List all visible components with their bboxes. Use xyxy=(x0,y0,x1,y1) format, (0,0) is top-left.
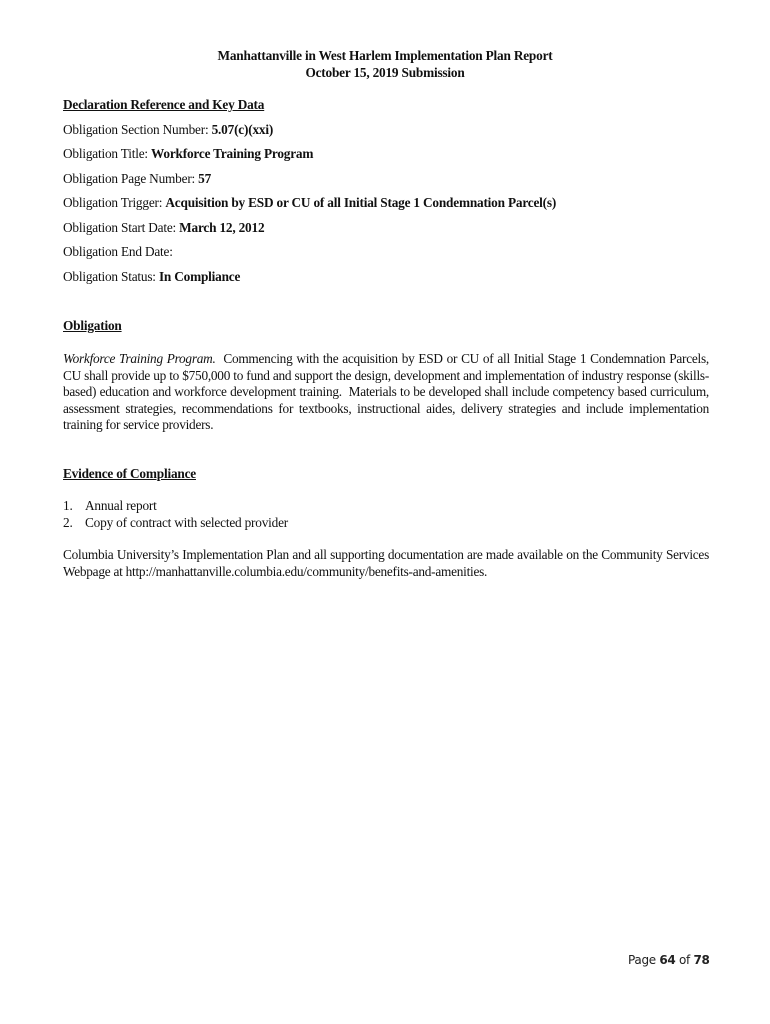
list-item xyxy=(63,497,288,514)
field-value: In Compliance xyxy=(158,269,241,284)
field-value: 57 xyxy=(198,171,212,186)
evidence-heading: Evidence of Compliance xyxy=(63,466,196,481)
obligation-body: Commencing with the acquisition by ESD or CU of all Initial Stage 1 Condemnation Parcels, CU shall provide up to $750,000 to fund and support the design, development and implementation of industry response (skills-based) education and workforce development training. Materials to be developed shall include competency based curriculum, assessment strategies, recommendations for textbooks, instructional aides, delivery strategies and include implementation training for service providers. xyxy=(63,351,713,433)
total-pages: 78 xyxy=(693,953,710,967)
report-subtitle: October 15, 2019 Submission xyxy=(305,65,465,80)
field-title xyxy=(63,146,313,162)
list-number: 1. xyxy=(63,498,73,513)
field-end-date xyxy=(63,244,173,260)
obligation-paragraph xyxy=(63,351,713,434)
evidence-note: Columbia University’s Implementation Plan and all supporting documentation are made available on the Community Services Webpage at http://manhattanville.columbia.edu/community/benefits-and-amenities. xyxy=(63,547,709,579)
page-footer xyxy=(628,953,710,967)
report-title: Manhattanville in West Harlem Implementation Plan Report xyxy=(217,48,553,63)
field-status xyxy=(63,269,240,285)
field-value: 5.07(c)(xxi) xyxy=(211,122,274,137)
field-label: Obligation Trigger: xyxy=(63,195,166,210)
field-label: Obligation Page Number: xyxy=(63,171,199,186)
obligation-lead: Workforce Training Program. xyxy=(63,351,216,366)
obligation-heading: Obligation xyxy=(63,318,122,333)
evidence-list xyxy=(63,497,288,531)
page-label: Page xyxy=(628,953,660,967)
field-label: Obligation Section Number: xyxy=(63,122,212,137)
list-text: Annual report xyxy=(85,498,157,513)
report-header xyxy=(0,47,770,81)
field-trigger xyxy=(63,195,556,211)
of-label: of xyxy=(675,953,694,967)
declaration-heading: Declaration Reference and Key Data xyxy=(63,97,265,112)
field-section-number xyxy=(63,122,273,138)
list-item xyxy=(63,514,288,531)
field-page-number xyxy=(63,171,211,187)
field-start-date xyxy=(63,220,264,236)
field-value: Workforce Training Program xyxy=(151,146,314,161)
field-value: March 12, 2012 xyxy=(179,220,265,235)
list-text: Copy of contract with selected provider xyxy=(85,515,289,530)
field-label: Obligation Status: xyxy=(63,269,159,284)
current-page: 64 xyxy=(659,953,676,967)
field-label: Obligation Start Date: xyxy=(63,220,180,235)
field-value: Acquisition by ESD or CU of all Initial Stage 1 Condemnation Parcel(s) xyxy=(165,195,557,210)
list-number: 2. xyxy=(63,515,73,530)
field-label: Obligation End Date: xyxy=(63,244,173,259)
field-label: Obligation Title: xyxy=(63,146,152,161)
